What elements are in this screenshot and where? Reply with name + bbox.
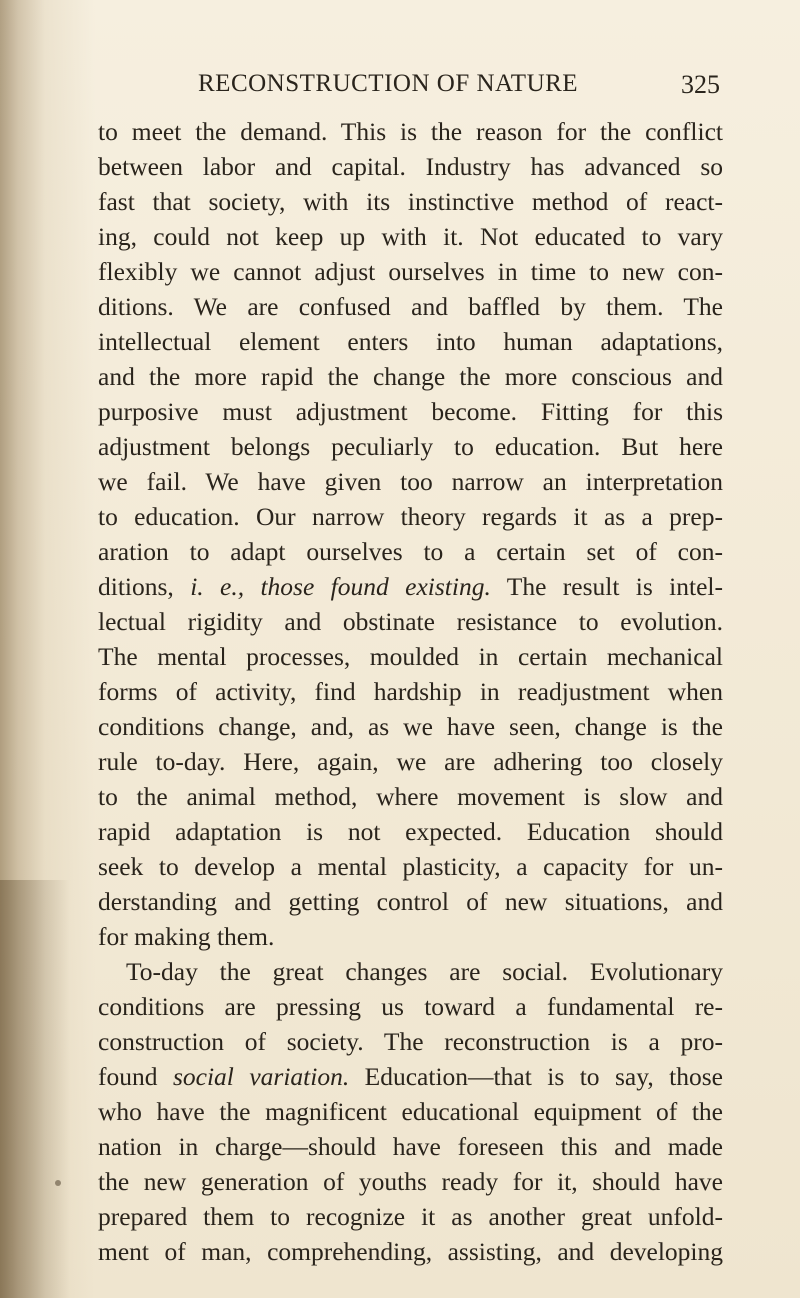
text-line-with-italic <box>98 569 723 604</box>
text-line: derstanding and getting control of new situations, and <box>98 887 723 916</box>
text-line: To-day the great changes are social. Evolutionary <box>126 957 723 986</box>
text-line: conditions are pressing us toward a fundamental re- <box>98 992 723 1021</box>
text-line: who have the magnificent educational equipment of the <box>98 1097 723 1126</box>
text-line: intellectual element enters into human adaptations, <box>98 327 723 356</box>
ink-smudge <box>55 1180 61 1186</box>
italic-phrase: social variation. <box>172 1062 350 1091</box>
text-line: ment of man, comprehending, assisting, and developing <box>98 1237 723 1266</box>
text-line: nation in charge—should have foreseen this and made <box>98 1132 723 1161</box>
text-line: prepared them to recognize it as another great unfold- <box>98 1202 723 1231</box>
text-line: the new generation of youths ready for it, should have <box>98 1167 723 1196</box>
text-line: adjustment belongs peculiarly to education. But here <box>98 432 723 461</box>
paragraph-2 <box>98 954 723 1269</box>
text-line: between labor and capital. Industry has advanced so <box>98 152 723 181</box>
text-line: lectual rigidity and obstinate resistance to evolution. <box>98 607 723 636</box>
text-line: flexibly we cannot adjust ourselves in time to new con- <box>98 257 723 286</box>
text-line: rule to-day. Here, again, we are adhering too closely <box>98 747 723 776</box>
italic-phrase: i. e., those found existing. <box>190 572 491 601</box>
text-line: conditions change, and, as we have seen, change is the <box>98 712 723 741</box>
text-line: fast that society, with its instinctive method of react- <box>98 187 723 216</box>
text-line: construction of society. The reconstruction is a pro- <box>98 1027 723 1056</box>
text-line-with-italic <box>98 1059 723 1094</box>
page-number: 325 <box>681 70 720 99</box>
text-line: ing, could not keep up with it. Not educated to vary <box>98 222 723 251</box>
text-line: for making them. <box>98 922 275 951</box>
text-span: The result is intel- <box>490 572 723 601</box>
spine-shadow <box>0 880 70 1298</box>
paragraph-1 <box>98 114 723 954</box>
text-line: aration to adapt ourselves to a certain set of con- <box>98 537 723 566</box>
text-line: rapid adaptation is not expected. Education should <box>98 817 723 846</box>
text-line: we fail. We have given too narrow an interpretation <box>98 467 723 496</box>
text-line: to meet the demand. This is the reason for the conflict <box>98 117 723 146</box>
text-line: to the animal method, where movement is slow and <box>98 782 723 811</box>
text-line: seek to develop a mental plasticity, a capacity for un- <box>98 852 723 881</box>
running-head <box>198 70 720 106</box>
text-span: Education—that is to say, those <box>349 1062 723 1091</box>
text-line: ditions. We are confused and baffled by them. The <box>98 292 723 321</box>
body-text <box>98 114 723 1269</box>
text-span: ditions, <box>98 572 191 601</box>
text-line: and the more rapid the change the more conscious and <box>98 362 723 391</box>
running-title: RECONSTRUCTION OF NATURE <box>198 70 579 97</box>
text-span: found <box>98 1062 173 1091</box>
text-line: The mental processes, moulded in certain mechanical <box>98 642 723 671</box>
text-line: forms of activity, find hardship in readjustment when <box>98 677 723 706</box>
text-line: purposive must adjustment become. Fitting for this <box>98 397 723 426</box>
text-line: to education. Our narrow theory regards it as a prep- <box>98 502 723 531</box>
